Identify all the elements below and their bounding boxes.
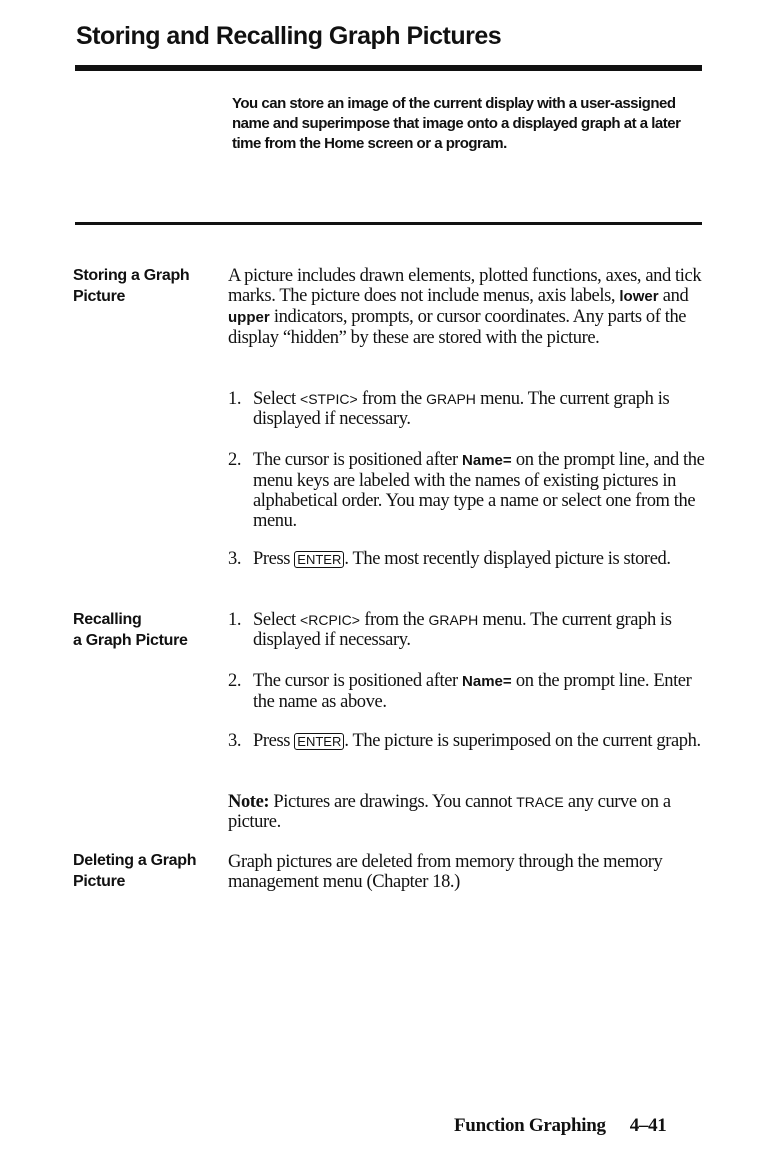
note-label: Note: xyxy=(228,792,270,812)
recalling-heading xyxy=(73,609,188,651)
step-text-part: The cursor is positioned after xyxy=(253,671,458,691)
step-number: 1. xyxy=(228,389,242,409)
enter-key-icon: ENTER xyxy=(294,551,344,568)
storing-heading-line1: Storing a Graph xyxy=(73,267,190,284)
step-text-part: on the prompt line. Enter the name as above. xyxy=(253,671,692,712)
enter-key-icon: ENTER xyxy=(294,733,344,750)
note-paragraph xyxy=(228,792,706,832)
step-text-part: Select xyxy=(253,610,296,630)
deleting-heading xyxy=(73,850,196,892)
graph-menu-name: GRAPH xyxy=(426,391,476,407)
trace-keyword: TRACE xyxy=(516,794,564,810)
step-text-part: from the xyxy=(364,610,425,630)
step-number: 3. xyxy=(228,731,242,751)
step-text-part: Press xyxy=(253,731,291,751)
step-text xyxy=(253,549,706,569)
storing-heading xyxy=(73,265,189,307)
step-text-part: The cursor is positioned after xyxy=(253,450,458,470)
name-prompt: Name= xyxy=(462,673,512,690)
deleting-paragraph: Graph pictures are deleted from memory through the memory management menu (Chapter 18.) xyxy=(228,852,663,892)
step-text xyxy=(253,450,706,531)
storing-heading-line2: Picture xyxy=(73,288,126,305)
recalling-step-2 xyxy=(228,671,706,712)
storing-step-1 xyxy=(228,389,706,429)
step-number: 2. xyxy=(228,450,242,470)
storing-step-2 xyxy=(228,450,706,531)
step-text-part: menu. The current graph is displayed if necessary. xyxy=(253,610,672,650)
step-number: 2. xyxy=(228,671,242,691)
storing-and: and xyxy=(662,286,689,306)
note-text-b: any curve on a picture. xyxy=(228,792,671,832)
page-footer xyxy=(454,1115,667,1137)
deleting-heading-line2: Picture xyxy=(73,873,126,890)
rcpic-menu-item: <RCPIC> xyxy=(300,612,360,628)
step-text-part: . The picture is superimposed on the current graph. xyxy=(344,731,701,751)
note-text-a: Pictures are drawings. You cannot xyxy=(273,792,512,812)
storing-step-3 xyxy=(228,549,706,569)
name-prompt: Name= xyxy=(462,452,512,469)
step-text-part: from the xyxy=(361,389,422,409)
step-number: 3. xyxy=(228,549,242,569)
recalling-heading-line2: a Graph Picture xyxy=(73,632,188,649)
lower-indicator: lower xyxy=(619,288,659,305)
step-number: 1. xyxy=(228,610,242,630)
step-text xyxy=(253,389,706,429)
intro-paragraph: You can store an image of the current display with a user-assigned name and superimpose that image onto a displayed graph at a later time from the Home screen or a program. xyxy=(232,95,681,152)
step-text xyxy=(253,731,706,751)
step-text-part: . The most recently displayed picture is stored. xyxy=(344,549,671,569)
storing-paragraph xyxy=(228,266,706,348)
step-text xyxy=(253,610,706,650)
recalling-heading-line1: Recalling xyxy=(73,611,142,628)
upper-indicator: upper xyxy=(228,309,270,326)
storing-para-b: indicators, prompts, or cursor coordinates. Any parts of the display “hidden” by these are stored with the picture. xyxy=(228,307,687,348)
step-text-part: menu. The current graph is displayed if necessary. xyxy=(253,389,670,429)
stpic-menu-item: <STPIC> xyxy=(300,391,358,407)
step-text-part: on the prompt line, and the menu keys are labeled with the names of existing pictures in alphabetical order. You may type a name or select one from the menu. xyxy=(253,450,705,531)
title-rule xyxy=(75,65,702,71)
recalling-step-1 xyxy=(228,610,706,650)
step-text-part: Press xyxy=(253,549,291,569)
section-rule xyxy=(75,222,702,225)
page-number: 4–41 xyxy=(629,1115,667,1136)
step-text-part: Select xyxy=(253,389,296,409)
footer-chapter: Function Graphing xyxy=(454,1115,606,1136)
deleting-heading-line1: Deleting a Graph xyxy=(73,852,197,869)
step-text xyxy=(253,671,706,712)
graph-menu-name: GRAPH xyxy=(428,612,479,628)
storing-para-a: A picture includes drawn elements, plotted functions, axes, and tick marks. The picture does not include menus, axis labels, xyxy=(228,266,702,306)
recalling-step-3 xyxy=(228,731,706,751)
page-title: Storing and Recalling Graph Pictures xyxy=(76,22,502,50)
